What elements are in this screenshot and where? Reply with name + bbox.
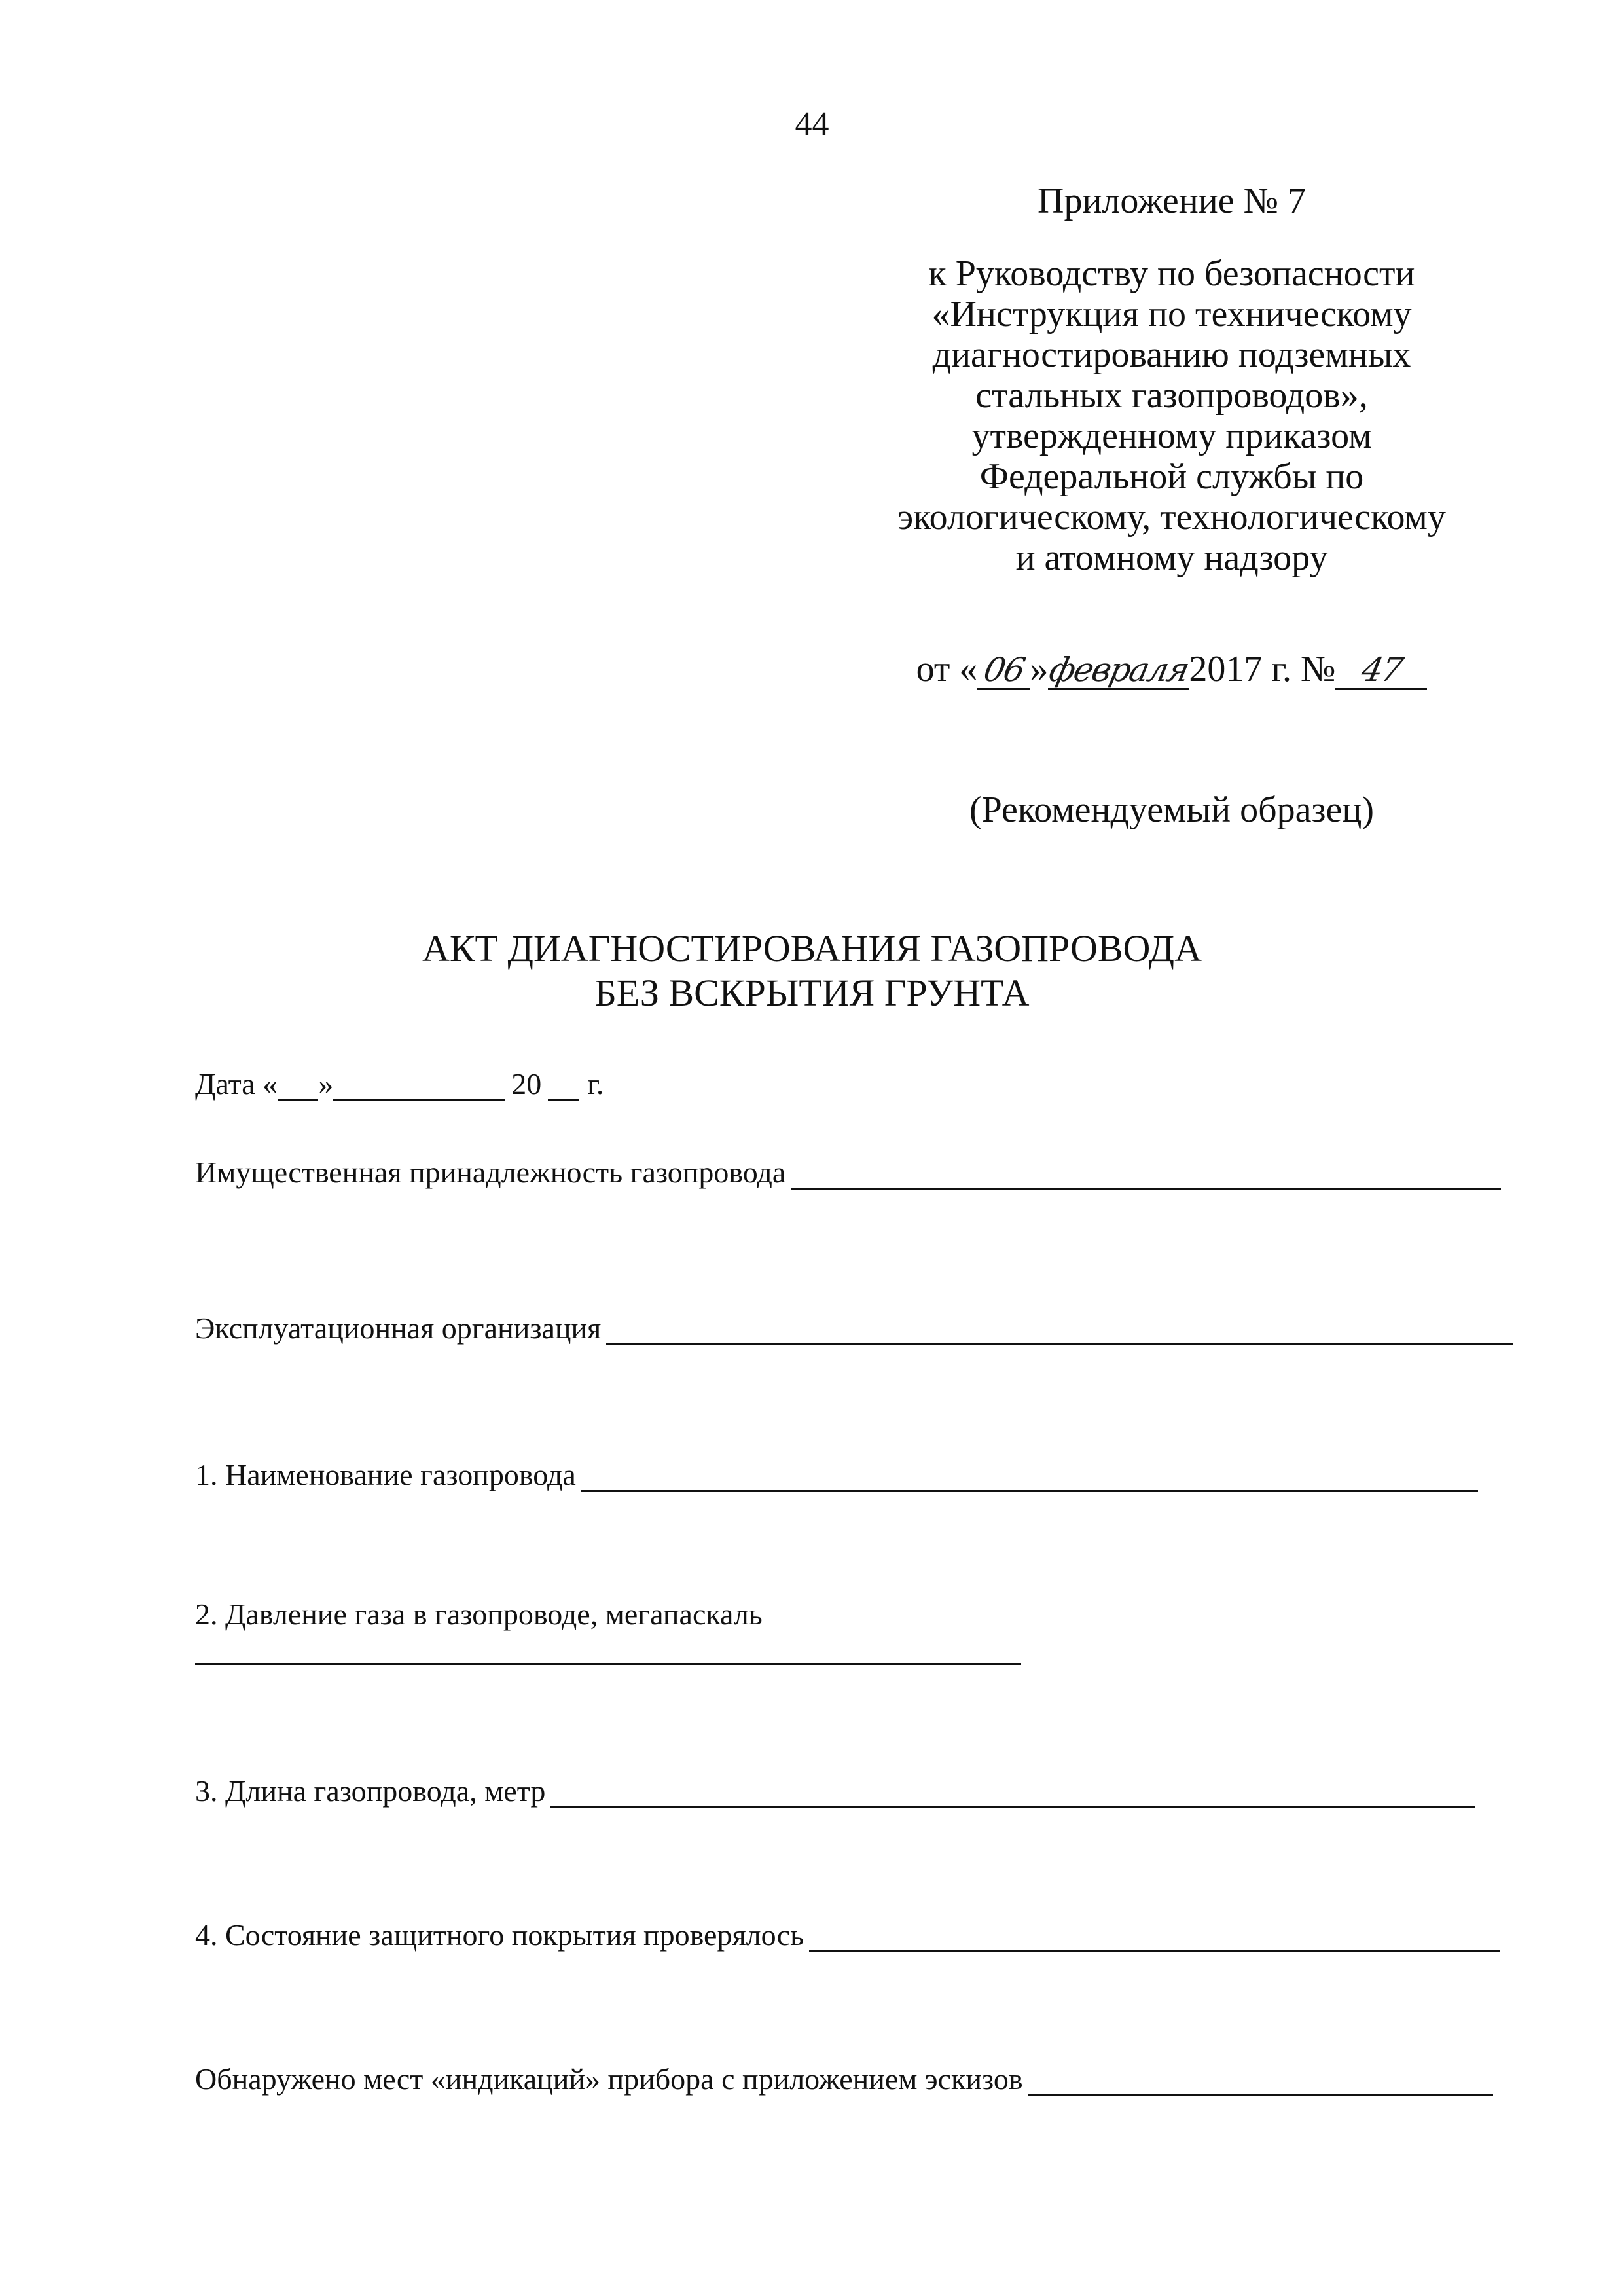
item1-field[interactable] xyxy=(581,1461,1478,1492)
date-year-field[interactable] xyxy=(548,1070,579,1101)
item2-field[interactable] xyxy=(195,1663,1021,1665)
item3-label: 3. Длина газопровода, метр xyxy=(195,1774,546,1808)
appendix-line: Федеральной службы по xyxy=(979,456,1364,497)
operator-label: Эксплуатационная организация xyxy=(195,1311,602,1345)
indications-field[interactable] xyxy=(1028,2066,1493,2096)
order-prefix: от « xyxy=(916,649,978,689)
ownership-row xyxy=(195,1156,1501,1190)
act-title-line1: АКТ ДИАГНОСТИРОВАНИЯ ГАЗОПРОВОДА xyxy=(422,927,1202,970)
order-month-field xyxy=(1045,651,1192,690)
appendix-line: стальных газопроводов», xyxy=(975,375,1368,416)
operator-field[interactable] xyxy=(606,1315,1513,1345)
appendix-line: к Руководству по безопасности xyxy=(928,253,1415,294)
indications-row xyxy=(195,2062,1493,2096)
item2-row xyxy=(195,1597,763,1631)
item1-row xyxy=(195,1458,1478,1492)
appendix-line: и атомному надзору xyxy=(1015,538,1328,578)
order-day-handwritten: 06 xyxy=(980,651,1028,689)
order-mid: » xyxy=(1030,649,1049,689)
ownership-field[interactable] xyxy=(791,1159,1501,1190)
date-mid: » xyxy=(318,1067,334,1101)
indications-label: Обнаружено мест «индикаций» прибора с приложением эскизов xyxy=(195,2062,1023,2096)
page-number: 44 xyxy=(795,105,829,143)
date-century: 20 xyxy=(511,1067,542,1101)
ownership-label: Имущественная принадлежность газопровода xyxy=(195,1156,786,1189)
item4-field[interactable] xyxy=(809,1922,1500,1952)
order-date-number xyxy=(851,648,1492,690)
act-title-line2: БЕЗ ВСКРЫТИЯ ГРУНТА xyxy=(594,972,1030,1014)
item1-label: 1. Наименование газопровода xyxy=(195,1458,576,1491)
order-day-field xyxy=(977,651,1030,690)
date-row xyxy=(195,1067,604,1101)
date-month-field[interactable] xyxy=(333,1070,505,1101)
appendix-line: «Инструкция по техническому xyxy=(931,294,1412,335)
appendix-reference xyxy=(851,253,1492,578)
order-number-field xyxy=(1335,651,1427,690)
act-title xyxy=(0,926,1624,1015)
item4-label: 4. Состояние защитного покрытия проверялось xyxy=(195,1918,804,1952)
recommended-sample-note: (Рекомендуемый образец) xyxy=(969,790,1375,830)
appendix-line: экологическому, технологическому xyxy=(897,497,1446,538)
order-year: 2017 г. № xyxy=(1189,649,1336,689)
item4-row xyxy=(195,1918,1500,1952)
item2-label: 2. Давление газа в газопроводе, мегапаскаль xyxy=(195,1597,763,1631)
item3-row xyxy=(195,1774,1475,1808)
item3-field[interactable] xyxy=(550,1777,1475,1808)
date-suffix: г. xyxy=(587,1067,604,1101)
date-prefix: Дата « xyxy=(195,1067,278,1101)
order-month-handwritten: февраля xyxy=(1045,651,1192,689)
appendix-title: Приложение № 7 xyxy=(1038,181,1306,221)
appendix-line: диагностированию подземных xyxy=(932,335,1411,375)
operator-row xyxy=(195,1311,1513,1345)
appendix-line: утвержденному приказом xyxy=(971,416,1372,456)
order-number-handwritten: 47 xyxy=(1358,651,1405,689)
date-day-field[interactable] xyxy=(278,1070,318,1101)
